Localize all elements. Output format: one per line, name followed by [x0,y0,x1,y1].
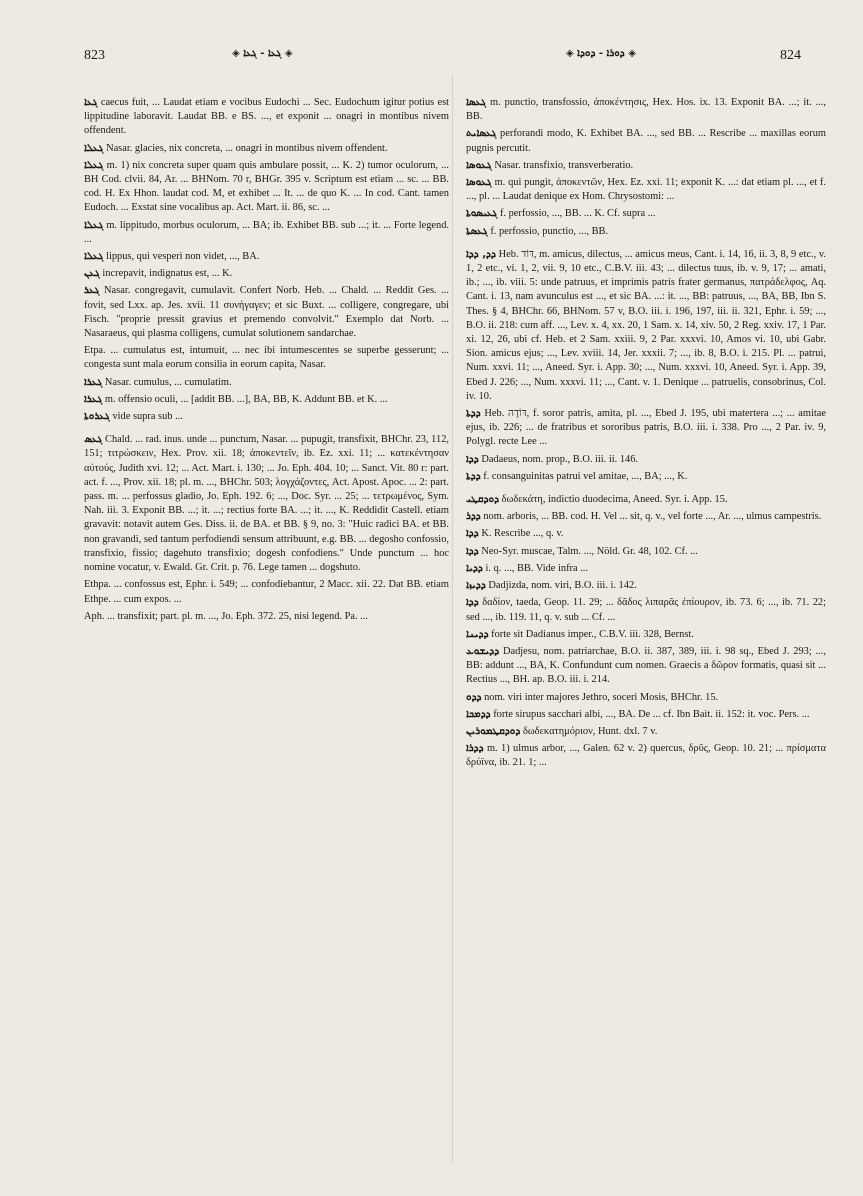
syriac-headword: ܓܥܘܣܐ [466,159,492,171]
syriac-headword: ܕܕܘ [466,691,482,703]
entry-text: Aph. ... transfixit; part. pl. m. ..., Jo. Eph. 372. 25, nisi legend. Pa. ... [84,610,368,622]
entry-text: increpavit, indignatus est, ... K. [102,268,233,280]
entry-text: Etpa. ... cumulatus est, intumuit, ... nec ibi intumescentes se superbe gesserunt; ... congesta sunt mala eorum consilia in eorum capita, Nasar. [84,345,449,371]
entry-text: Nasar. cumulus, ... cumulatim. [104,376,232,388]
dictionary-entry [84,410,449,424]
left-column [84,96,449,627]
dictionary-entry [466,225,826,239]
entry-text: Dadjizda, nom. viri, B.O. iii. i. 142. [488,580,637,592]
dictionary-entry [466,708,826,722]
entry-text: nom. viri inter majores Jethro, soceri Mosis, BHChr. 15. [484,691,719,703]
syriac-headword: ܕܕܬܐ [466,470,481,482]
dictionary-entry [466,159,826,173]
dictionary-entry [466,470,826,484]
entry-text: f. consanguinitas patrui vel amitae, ..., BA; ..., K. [483,470,688,482]
entry-text: δωδεκατημόριον, Hunt. dxl. 7 v. [522,725,658,737]
page-header [84,48,801,70]
syriac-headword: ܕܕܝܢܐ [466,628,489,640]
dictionary-entry [84,250,449,264]
syriac-headword: ܕܕܐ [466,528,479,540]
syriac-headword: ܓܥܢ [84,268,100,280]
syriac-headword: ܓܥܠܐ [84,142,104,154]
dictionary-entry [84,344,449,372]
dictionary-entry [466,725,826,739]
syriac-headword: ܕܕܝܫܘܥ [466,645,500,657]
entry-text: caecus fuit, ... Laudat etiam e vocibus Eudochi ... Sec. Eudochum igitur potius est lippitudine laboravit. Laudat BB. e BS. ..., et exponit ... onagri in montibus nivem offendent. [84,97,449,137]
entry-text: m. punctio, transfossio, ἀποκέντησις, Hex. Hos. ix. 13. Exponit BA. ...; it. ..., BB. [466,97,826,123]
entry-text: nom. arboris, ... BB. cod. H. Vel ... sit, q. v., vel forte ..., Ar. ..., ulmus campestris. [483,511,822,523]
dictionary-entry [84,267,449,281]
entry-text: Nasar. transfixio, transverberatio. [494,159,634,171]
right-running-head: ◈ ܕܘܪܐ - ܕܘܕܐ ◈ [566,48,636,59]
syriac-headword: ܕܘܕܩܛܡܘܪܝܢ [466,725,521,737]
entry-text: m. offensio oculi, ... [addit BB. ...], BA, BB, K. Addunt BB. et K. ... [104,393,388,405]
left-running-head: ◈ ܓܥܐ - ܓܥܐ ◈ [232,48,293,59]
entry-text: m. qui pungit, ἀποκεντῶν, Hex. Ez. xxi. 11; exponit K. ...: dat etiam pl. ..., et f. ..., pl. ... Laudat denique ex Hom. Chrysostomi: ... [466,177,826,203]
dictionary-entry [466,510,826,524]
entry-text: m. 1) nix concreta super quam quis ambulare possit, ... K. 2) tumor oculorum, ... BH Cod. clvii. 84, Ar. ... BHNom. 70 r, BHGr. 395 v. Scriptum est etiam ... sc. ... BB. cod. H. Ex Hhon. laudat cod. M, et exhibet ... It. ... de quo K. ... In cod. Cant. tamen Eudoch. ... Exstat sine vocalibus ap. Act. Mart. ii. 86, sc. ... [84,159,449,214]
syriac-headword: ܓܥܣܐ [466,97,487,108]
dictionary-entry [466,207,826,221]
entry-text: forte sirupus sacchari albi, ..., BA. De ... cf. Ibn Bait. ii. 152: it. voc. Pers. ... [493,708,810,720]
syriac-headword: ܕܕܝܐ [466,562,483,574]
syriac-headword: ܕܕܪ [466,511,481,523]
entry-text: Dadjesu, nom. patriarchae, B.O. ii. 387, 389, iii. i. 98 sq., Ebed J. 293; ..., BB: addunt ..., BA, K. Confundunt cum nomen. Graecis a δῶρον formatis, quasi sit ... Rectius ..., BH. ap. B.O. iii. i. 214. [466,645,826,686]
syriac-headword: ܕܕܡܟܐ [466,708,491,720]
syriac-headword: ܓܥܠܐ [84,159,104,171]
entry-text: Heb. דּוֹד, m. amicus, dilectus, ... amicus meus, Cant. i. 14, 16, ii. 3, 8, 9 etc., v. 1, 2 etc., vi. 1, 2, vii. 9, 10 etc., C.B.V. iii. 43; ... dilectus tuus, ib. v. 9, 17; ... amati, ib.; ..., ib. viii. 5: unde patruus, et imprimis patris frater germanus, πατράδελφος, Aq. Cant. i. 13, nam avunculus est ..., et sic BA. ...: it. ..., BB: patruus, ..., BA, BB, Ibn S. Thes. § 4, BHChr. 66, BHNom. 57 v, B.O. iii. i. 196, 197, iii. ii. 321, Ephr. i. 59; ..., B.O. ii. 218: cum aff. ..., Lev. x. 4, xx. 20, 1 Sam. x. 14, xiv. 50, 2 Reg. xxiv. 17, 1 Par. xi. 12, 26, ubi cf. Heb. et 2 Sam. xxiii. 9, 2 Par. xxxvi. 10, Amos vi. 10, ubi Gabr. Sion. amicus ejus; ..., Lev. xviii. 14, Jer. xxxii. 7; ..., ib. 8, B.O. i. 215. Pl. ... patrui, Num. xxvi. 11; ..., Aneed. Syr. i. App. 30; ..., Num. xxxvi. 10, Aneed. Syr. i. App. 39, Ebed J. 226; ..., Num. xxxvi. 11; ..., Cant. v. 1. Denique ... patruelis, consobrinus, Col. iv. 10. [466,248,826,402]
syriac-headword: ܕܕܬܐ [466,408,481,420]
dictionary-entry [466,96,826,124]
syriac-headword: ܕܕܐ [466,545,479,557]
syriac-headword: ܓܥܣܬܐ [466,225,488,237]
syriac-headword: ܓܥܣܐܝܬ [466,128,497,140]
dictionary-entry [466,562,826,576]
entry-text: δωδεκάτη, indictio duodecima, Aneed. Syr. i. App. 15. [501,494,728,506]
dictionary-entry [466,596,826,624]
entry-text: m. 1) ulmus arbor, ..., Galen. 62 v. 2) quercus, δρῦς, Geop. 10. 21; ... πρίσματα δρύϊνα, ib. 21. 1; ... [466,743,826,769]
syriac-headword: ܓܥܪܘܬܐ [84,411,110,423]
dictionary-entry [466,579,826,593]
entry-text: K. Rescribe ..., q. v. [481,528,564,540]
entry-text: Dadaeus, nom. prop., B.O. iii. ii. 146. [481,453,639,465]
dictionary-entry [84,96,449,139]
entry-text: f. perfossio, ..., BB. ... K. Cf. supra ... [499,208,656,220]
entry-text: perforandi modo, K. Exhibet BA. ..., sed BB. ... Rescribe ... maxillas eorum pugnis percutit. [466,128,826,154]
dictionary-entry [466,645,826,688]
dictionary-entry [466,453,826,467]
dictionary-entry [84,610,449,624]
dictionary-entry [84,142,449,156]
right-page-number: 824 [780,48,801,63]
syriac-headword: ܓܥܪ [84,285,100,297]
syriac-headword: ܕܕܐ [466,453,479,465]
entry-text: f. perfossio, punctio, ..., BB. [490,225,609,237]
left-page-number: 823 [84,48,105,63]
entry-text: lippus, qui vesperi non videt, ..., BA. [106,251,260,263]
dictionary-entry [466,742,826,770]
dictionary-entry [84,393,449,407]
entry-text: m. lippitudo, morbus oculorum, ... BA; ib. Exhibet BB. sub ...; it. ... Forte legend. ... [84,219,449,245]
entry-text: Nasar. congregavit, cumulavit. Confert Norb. Heb. ... Chald. ... Reddit Ges. ... fovit, sed Lxx. ap. Jes. xvii. 11 συνήγαγεν; et sic Buxt. ... colligere, congregare, ubi Fisch. "proprie pressit gravius et premendo convolvit." Exemplo dat Norb. ... Nasaraeus, qui plasma colligens, cumulat solutionem sandarchae. [84,285,450,340]
right-column [466,96,826,774]
dictionary-entry [84,578,449,606]
dictionary-entry [466,407,826,450]
entry-text: δαδίον, taeda, Geop. 11. 29; ... δᾶδος λιπαρᾶς ἐπίουρον, ib. 73. 6; ..., ib. 71. 22; sed ..., ib. 119. 11, q. v. sub ... Cf. ... [466,597,826,623]
syriac-headword: ܓܥܪܐ [84,376,103,388]
dictionary-entry [84,284,449,341]
entry-text: Neo-Syr. muscae, Talm. ..., Nöld. Gr. 48, 102. Cf. ... [481,545,698,557]
dictionary-entry [466,628,826,642]
entry-text: vide supra sub ... [112,411,183,423]
entry-text: Chald. ... rad. inus. unde ... punctum, Nasar. ... pupugit, transfixit, BHChr. 23, 112, 151; τιτρώσκειν, Hex. Prov. xii. 18; ἀποκεντεῖν, ib. Ez. xxi. 11; ... κατεκέντησαν αὐτούς, Judith xvi. 12; ... Act. Mart. i. 130; ... Jo. Eph. 404. 10; ... Sanct. Vit. 80 r: part. act. f. ..., Prov. xii. 18; pl. m. ..., BHChr. 503; λογχάζοντες, Act. Apost. Apoc. ... 2: part. pass. m. ... perfossus gladio, Jo. Eph. 192. 6; ..., Doc. Syr. ... 25; ... τετρωμένος, Sym. Nah. iii. 3. Exponit BB. ...; it. ...; rectius forte BA. ...; it. ..., K. Reddidit Castell. etiam gravavit: notavit autem Ges. Diss. ii. de BA. et BB. § 9, no. 3: "Huic radici BA. et BB. non gravandi, sed tantum perfodiendi sensum attribuunt, e.g. BB. ... degosho confossio, transfixio, fissio; dagehuto transfixio; dogesh confodiens." Unde punctum ... hoc nomine vocatur, v. Ewald. Gr. Crit. p. 76. Lege tamen ... dogshuto. [84,434,449,574]
dictionary-entry [466,527,826,541]
syriac-headword: ܓܥܝܣܘܬܐ [466,208,498,220]
syriac-headword: ܕܕܐ [466,597,479,609]
dictionary-entry [466,176,826,204]
entry-text: Heb. דּוֹדָה, f. soror patris, amita, pl. ..., Ebed J. 195, ubi matertera ...; ... amitae ejus, ib. 226; ... de fratribus et sororibus patris, B.O. iii. i. 338. Pro ..., 2 Par. iv. 9, Polygl. recte Lee ... [466,408,826,448]
syriac-headword: ܕܕܝܙܐ [466,580,486,592]
syriac-headword: ܓܥܠܐ [84,219,104,231]
dictionary-entry [466,691,826,705]
column-divider [452,74,453,1164]
dictionary-entry [466,127,826,155]
entry-text: forte sit Dadianus imper., C.B.V. iii. 328, Bernst. [491,628,694,640]
syriac-headword: ܓܥܐ [84,97,98,108]
dictionary-entry [466,248,826,404]
dictionary-entry [84,159,449,216]
entry-text: Ethpa. ... confossus est, Ephr. i. 549; ... confodiebantur, 2 Macc. xii. 22. Dat BB. etiam Ethpe. ... cum expos. ... [84,579,449,605]
entry-text: i. q. ..., BB. Vide infra ... [485,562,588,574]
syriac-headword: ܕܕ, ܕܕܐ [466,248,496,260]
syriac-headword: ܕܘܕܩܛܝ [466,494,500,506]
dictionary-entry [84,376,449,390]
entry-text: Nasar. glacies, nix concreta, ... onagri in montibus nivem offendent. [106,142,388,154]
dictionary-entry [466,545,826,559]
dictionary-entry [84,433,449,575]
syriac-headword: ܓܥܠܐ [84,251,104,263]
syriac-headword: ܓܥܣ [84,434,103,446]
syriac-headword: ܓܥܘܣܐ [466,177,492,189]
syriac-headword: ܕܕܪܐ [466,743,484,755]
dictionary-entry [466,493,826,507]
syriac-headword: ܓܥܪܐ [84,393,103,405]
dictionary-entry [84,219,449,247]
